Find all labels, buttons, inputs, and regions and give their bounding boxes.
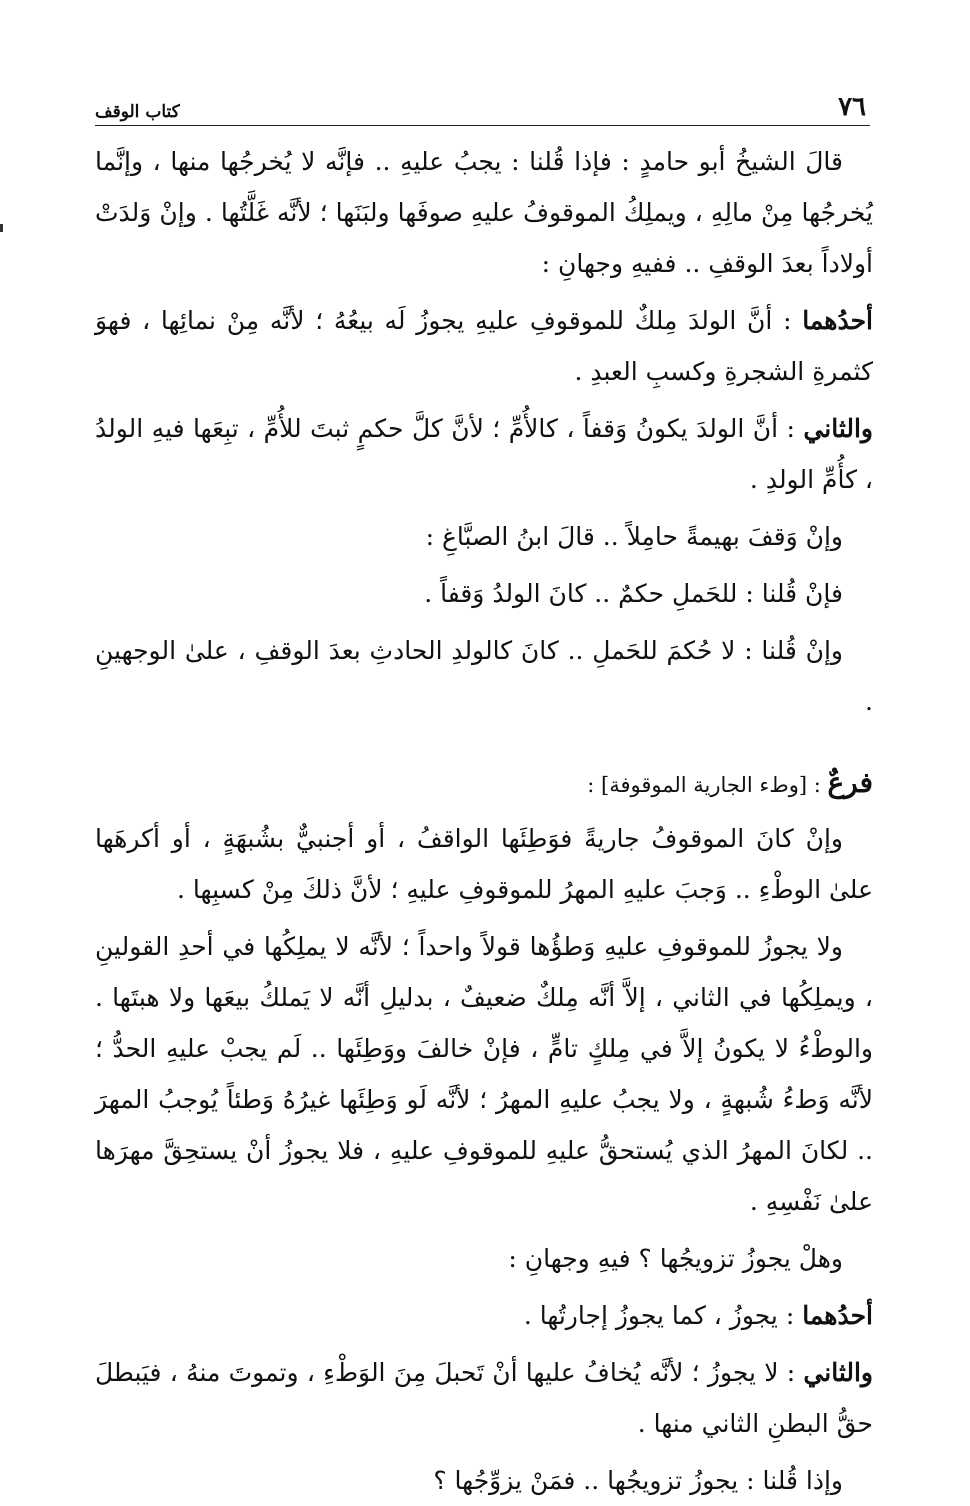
paragraph-12: وإذا قُلنا : يجوزُ تزويجُها .. فمَنْ يزوِّجُها ؟ bbox=[433, 1466, 843, 1495]
header-divider bbox=[95, 125, 870, 126]
paragraph-first-opinion bbox=[95, 295, 873, 397]
second-opinion-label-2: والثاني bbox=[803, 1358, 873, 1387]
page-header bbox=[95, 88, 870, 122]
section-heading bbox=[95, 757, 873, 811]
page-number: ٧٦ bbox=[838, 92, 866, 122]
section-note: : [وطء الجارية الموقوفة] : bbox=[587, 773, 828, 797]
paragraph-second-opinion bbox=[95, 403, 873, 505]
page-body bbox=[95, 136, 873, 1506]
paragraph-5: فإنْ قُلنا : للحَملِ حكمٌ .. كانَ الولدُ وَقفاً . bbox=[424, 579, 843, 608]
first-opinion-text-2: : يجوزُ ، كما يجوزُ إجارتُها . bbox=[523, 1301, 803, 1330]
book-title: كتاب الوقف bbox=[95, 102, 180, 122]
section-label: فرعٌ bbox=[827, 766, 873, 799]
second-opinion-label: والثاني bbox=[803, 414, 873, 443]
paragraph-7: وإنْ كانَ الموقوفُ جاريةً فوَطِئَها الواقفُ ، أو أجنبيٌّ بشُبهَةٍ ، أو أكرهَها علىٰ الوطْءِ .. وَجبَ عليهِ المهرُ للموقوفِ عليهِ ؛ لأنَّ ذلكَ مِنْ كسبِها . bbox=[95, 824, 873, 904]
first-opinion-label-2: أحدُهما bbox=[802, 1301, 873, 1330]
paragraph-1: قالَ الشيخُ أبو حامدٍ : فإذا قُلنا : يجبُ عليهِ .. فإنَّه لا يُخرجُها منها ، وإنَّما يُخرجُها مِنْ مالِهِ ، ويملِكُ الموقوفُ عليهِ صوفَها ولبَنَها ؛ لأنَّه غَلَّتُها . وإنْ وَلدَتْ أولاداً بعدَ الوقفِ .. ففيهِ وجهانِ : bbox=[95, 147, 873, 278]
paragraph-8: ولا يجوزُ للموقوفِ عليهِ وَطؤُها قولاً واحداً ؛ لأنَّه لا يملِكُها في أحدِ القولينِ ، ويملِكُها في الثاني ، إلاَّ أنَّه مِلكٌ ضعيفٌ ، بدليلِ أنَّه لا يَملكُ بيعَها ولا هبتَها . والوطْءُ لا يكونُ إلاَّ في مِلكٍ تامٍّ ، فإنْ خالفَ ووَطِئَها .. لَم يجبْ عليهِ الحدُّ ؛ لأنَّه وَطءُ شُبهةٍ ، ولا يجبُ عليهِ المهرُ ؛ لأنَّه لَو وَطِئَها غيرُهُ وَطئاً يُوجبُ المهرَ .. لكانَ المهرُ الذي يُستحقُّ عليهِ للموقوفِ عليهِ ، فلا يجوزُ أنْ يستحِقَّ مهرَها علىٰ نَفْسِهِ . bbox=[95, 932, 873, 1216]
second-opinion-text: : أنَّ الولدَ يكونُ وَقفاً ، كالأُمِّ ؛ لأنَّ كلَّ حكمٍ ثبتَ للأُمِّ ، تبِعَها فيهِ الولدُ ، كأُمِّ الولدِ . bbox=[95, 414, 873, 494]
paragraph-6: وإنْ قُلنا : لا حُكمَ للحَملِ .. كانَ كالولدِ الحادثِ بعدَ الوقفِ ، علىٰ الوجهينِ . bbox=[95, 636, 873, 716]
paragraph-first-opinion-2 bbox=[95, 1290, 873, 1341]
paragraph-9: وهلْ يجوزُ تزويجُها ؟ فيهِ وجهانِ : bbox=[508, 1244, 843, 1273]
paragraph-second-opinion-2 bbox=[95, 1347, 873, 1449]
paragraph-4: وإنْ وَقفَ بهيمةً حامِلاً .. قالَ ابنُ الصبَّاغِ : bbox=[425, 522, 843, 551]
margin-mark bbox=[0, 224, 3, 232]
second-opinion-text-2: : لا يجوزُ ؛ لأنَّه يُخافُ عليها أنْ تَحبلَ مِنَ الوَطْءِ ، وتموتَ منهُ ، فيَبطلَ حقُّ البطنِ الثاني منها . bbox=[95, 1358, 873, 1438]
first-opinion-text: : أنَّ الولدَ مِلكٌ للموقوفِ عليهِ يجوزُ لَه بيعُهُ ؛ لأنَّه مِنْ نمائِها ، فهوَ كثمرةِ الشجرةِ وكسبِ العبدِ . bbox=[95, 306, 873, 386]
first-opinion-label: أحدُهما bbox=[802, 306, 873, 335]
